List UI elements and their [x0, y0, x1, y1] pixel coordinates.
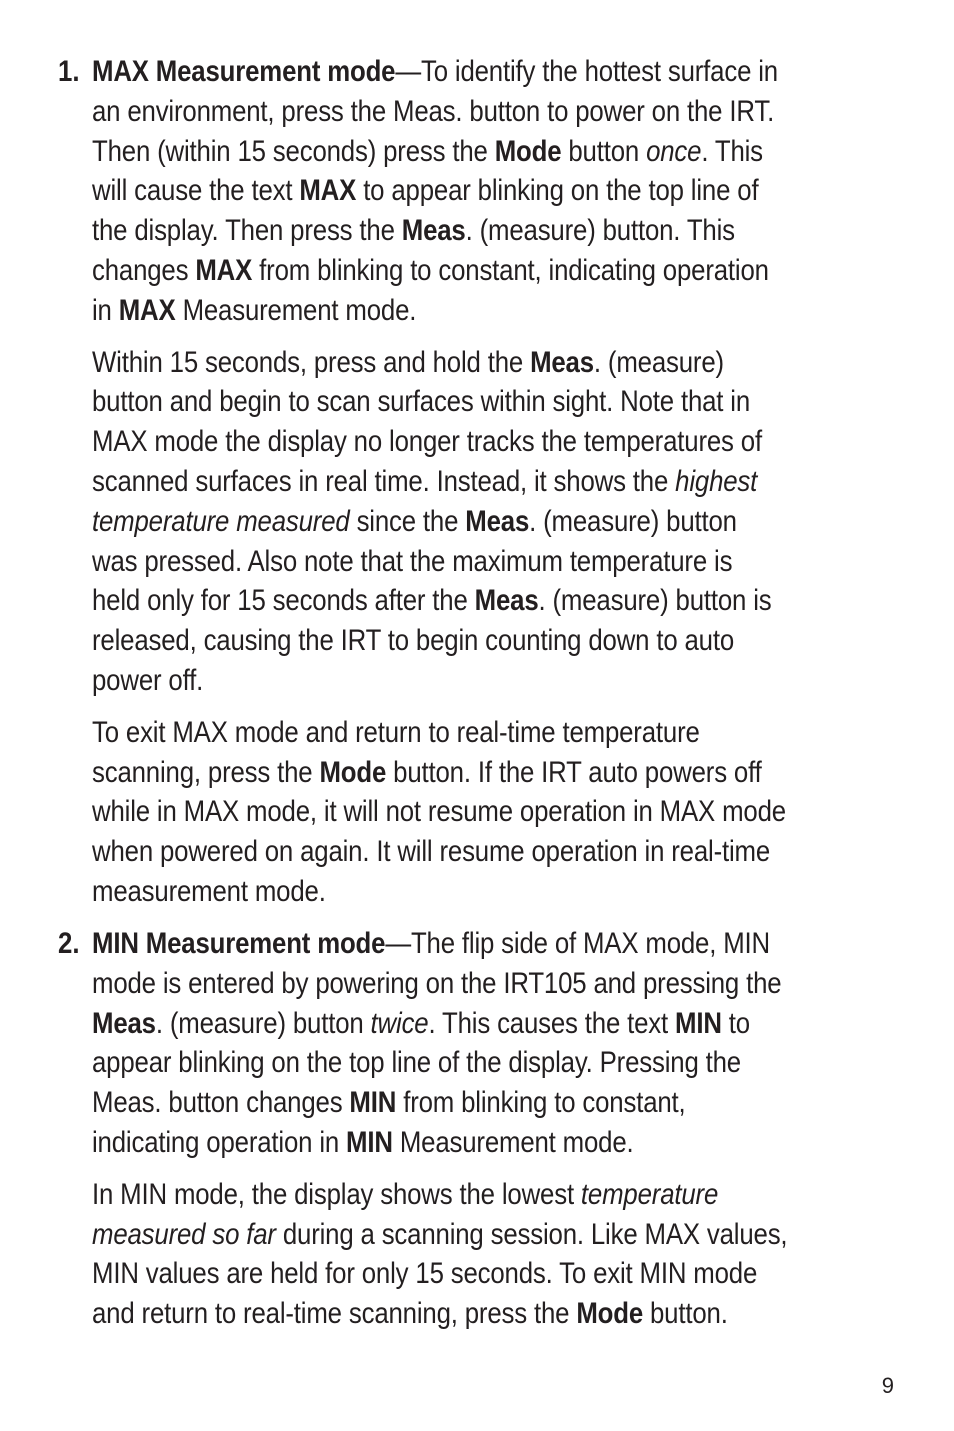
text-run: Measurement mode. [392, 1125, 634, 1159]
text-run: . This causes the text [428, 1006, 676, 1040]
text-run: . This [701, 134, 763, 168]
text-run: . (measure) button [529, 504, 737, 538]
text-run: the display. Then press the [92, 214, 402, 248]
bold-text: MAX [118, 293, 176, 327]
bold-text: Mode [319, 755, 387, 789]
italic-text: highest [675, 464, 758, 498]
text-run: Within 15 seconds, press and hold the [92, 345, 531, 379]
text-run: scanned surfaces in real time. Instead, it shows the [92, 464, 676, 498]
text-run: Then (within 15 seconds) press the [92, 134, 495, 168]
text-run: button. [643, 1297, 728, 1331]
bold-text: MIN [346, 1125, 393, 1159]
text-run: To exit MAX mode and return to real-time temperature [92, 715, 700, 749]
text-run: —The flip side of MAX mode, MIN [385, 927, 771, 960]
bold-text: MIN [349, 1086, 397, 1120]
text-run: an environment, press the Meas. button to power on the IRT. [92, 94, 775, 128]
bold-text: Mode [494, 134, 562, 168]
text-run: and return to real-time scanning, press the [92, 1297, 577, 1331]
bold-text: MAX [195, 253, 253, 287]
text-run: . (measure) button [155, 1006, 371, 1040]
text-run: indicating operation in [92, 1125, 347, 1159]
bold-text: MAX Measurement mode [92, 55, 396, 88]
text-run: scanning, press the [92, 755, 320, 789]
text-run: when powered on again. It will resume operation in real-time [92, 835, 771, 869]
text-run: since the [349, 504, 466, 538]
paragraph [92, 924, 892, 1163]
text-run: mode is entered by powering on the IRT105 and pressing the [92, 966, 782, 1000]
page-number: 9 [881, 1373, 894, 1398]
text-run: was pressed. Also note that the maximum temperature is [92, 544, 733, 578]
text-run: released, causing the IRT to begin counting down to auto [92, 624, 735, 658]
text-run: button and begin to scan surfaces within sight. Note that in [92, 385, 751, 419]
paragraph [92, 343, 892, 701]
italic-text: measured so far [92, 1217, 276, 1251]
text-run: . (measure) button is [538, 584, 772, 618]
text-run: . (measure) button. This [465, 214, 735, 248]
bold-text: Mode [576, 1297, 644, 1331]
italic-text: twice [370, 1006, 429, 1040]
text-run: to appear blinking on the top line of [356, 174, 759, 208]
italic-text: temperature [580, 1177, 719, 1211]
text-run: will cause the text [92, 174, 300, 208]
list-number: 1. [58, 55, 80, 88]
bold-text: Meas [465, 504, 530, 538]
text-run: to [721, 1006, 750, 1040]
text-run: . (measure) [593, 345, 724, 379]
text-run: held only for 15 seconds after the [92, 584, 475, 618]
bold-text: Meas [92, 1006, 156, 1040]
paragraph [92, 52, 892, 331]
italic-text: once [646, 134, 702, 168]
bold-text: MIN Measurement mode [92, 927, 386, 960]
text-run: —To identify the hottest surface in [395, 55, 778, 88]
text-run: appear blinking on the top line of the display. Pressing the [92, 1046, 741, 1080]
text-run: in [92, 293, 119, 327]
text-run: from blinking to constant, [396, 1086, 686, 1120]
list-item-body [92, 924, 892, 1346]
text-run: MIN values are held for only 15 seconds. To exit MIN mode [92, 1257, 758, 1291]
text-run: changes [92, 253, 196, 287]
paragraph [92, 1175, 892, 1334]
bold-text: MIN [675, 1006, 722, 1040]
list-item-body [92, 52, 892, 924]
text-run: measurement mode. [92, 874, 326, 908]
list-number: 2. [58, 927, 80, 960]
bold-text: Meas [401, 214, 466, 248]
italic-text: temperature measured [92, 504, 350, 538]
bold-text: Meas [530, 345, 594, 379]
text-run: button [561, 134, 647, 168]
text-run: while in MAX mode, it will not resume operation in MAX mode [92, 795, 786, 829]
text-run: Measurement mode. [175, 293, 417, 327]
paragraph [92, 713, 892, 912]
bold-text: Meas [474, 584, 539, 618]
text-run: power off. [92, 663, 204, 697]
text-run: MAX mode the display no longer tracks the temperatures of [92, 425, 762, 459]
text-run: button. If the IRT auto powers off [386, 755, 762, 789]
text-run: Meas. button changes [92, 1086, 350, 1120]
bold-text: MAX [299, 174, 357, 208]
text-run: from blinking to constant, indicating operation [252, 253, 769, 287]
text-run: In MIN mode, the display shows the lowest [92, 1177, 581, 1211]
text-run: during a scanning session. Like MAX values, [275, 1217, 788, 1251]
